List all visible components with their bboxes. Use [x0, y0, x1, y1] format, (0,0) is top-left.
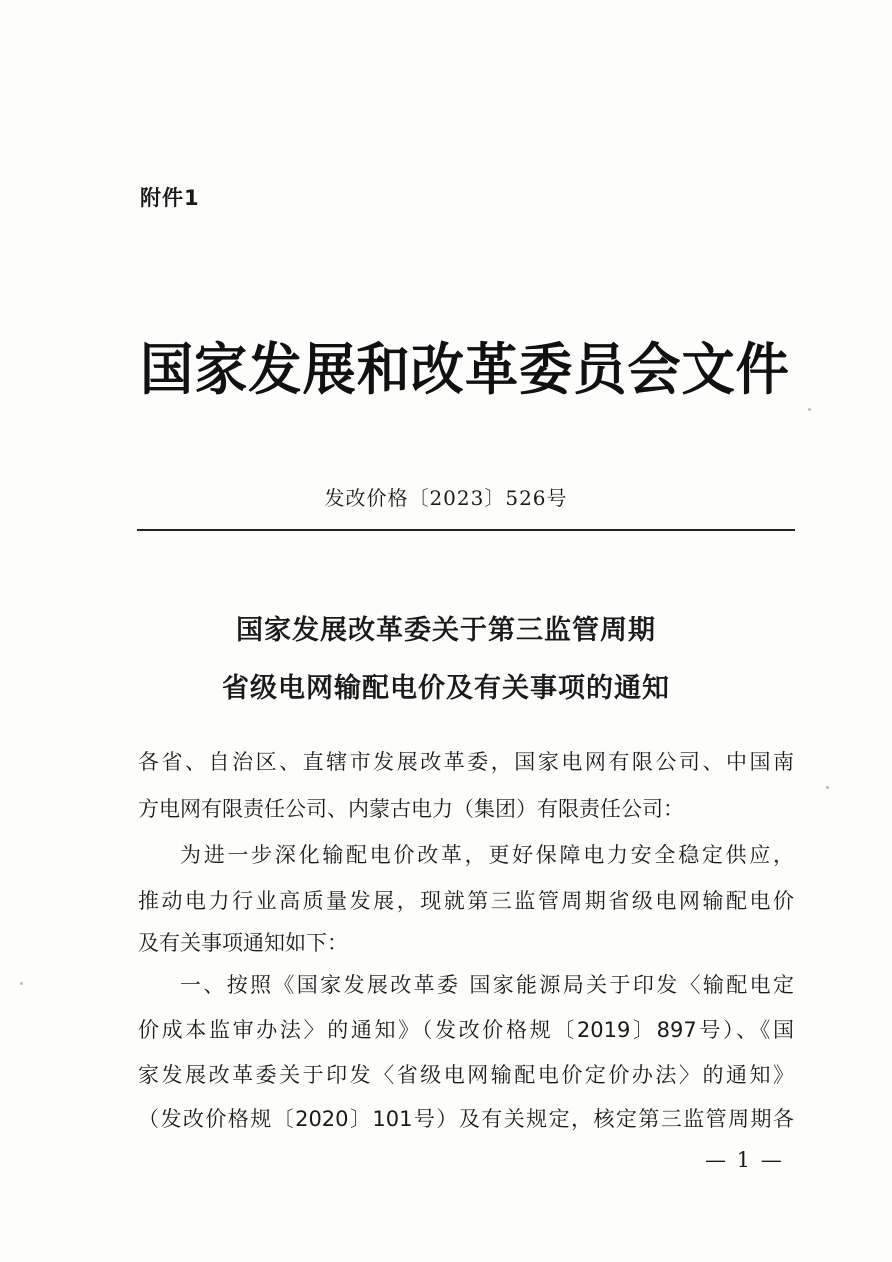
- page-number: — 1 —: [705, 1148, 784, 1172]
- notice-title-line-2: 省级电网输配电价及有关事项的通知: [222, 673, 670, 704]
- body-line-2: 方电网有限责任公司、内蒙古电力（集团）有限责任公司：: [138, 797, 684, 821]
- body-line-7: 价成本监审办法〉的通知》（发改价格规〔2019〕897号）、《国: [138, 1018, 794, 1042]
- body-line-8: 家发展改革委关于印发〈省级电网输配电价定价办法〉的通知》: [138, 1063, 794, 1087]
- scan-speck: [20, 982, 23, 985]
- body-line-3: 为进一步深化输配电价改革，更好保障电力安全稳定供应，: [180, 843, 794, 867]
- scan-speck: [826, 786, 829, 789]
- scan-speck: [808, 408, 811, 411]
- masthead-title: 国家发展和改革委员会文件: [140, 337, 790, 403]
- header-divider: [137, 529, 795, 531]
- body-line-1: 各省、自治区、直辖市发展改革委，国家电网有限公司、中国南: [138, 750, 794, 774]
- document-number: 发改价格〔2023〕526号: [324, 486, 568, 510]
- notice-title-line-1: 国家发展改革委关于第三监管周期: [236, 615, 656, 646]
- attachment-label: 附件1: [140, 186, 200, 210]
- body-line-9: （发改价格规〔2020〕101号）及有关规定，核定第三监管周期各: [138, 1107, 794, 1131]
- body-line-6: 一、按照《国家发展改革委 国家能源局关于印发〈输配电定: [180, 973, 794, 997]
- body-line-4: 推动电力行业高质量发展，现就第三监管周期省级电网输配电价: [138, 889, 794, 913]
- body-line-5: 及有关事项通知如下：: [138, 931, 348, 955]
